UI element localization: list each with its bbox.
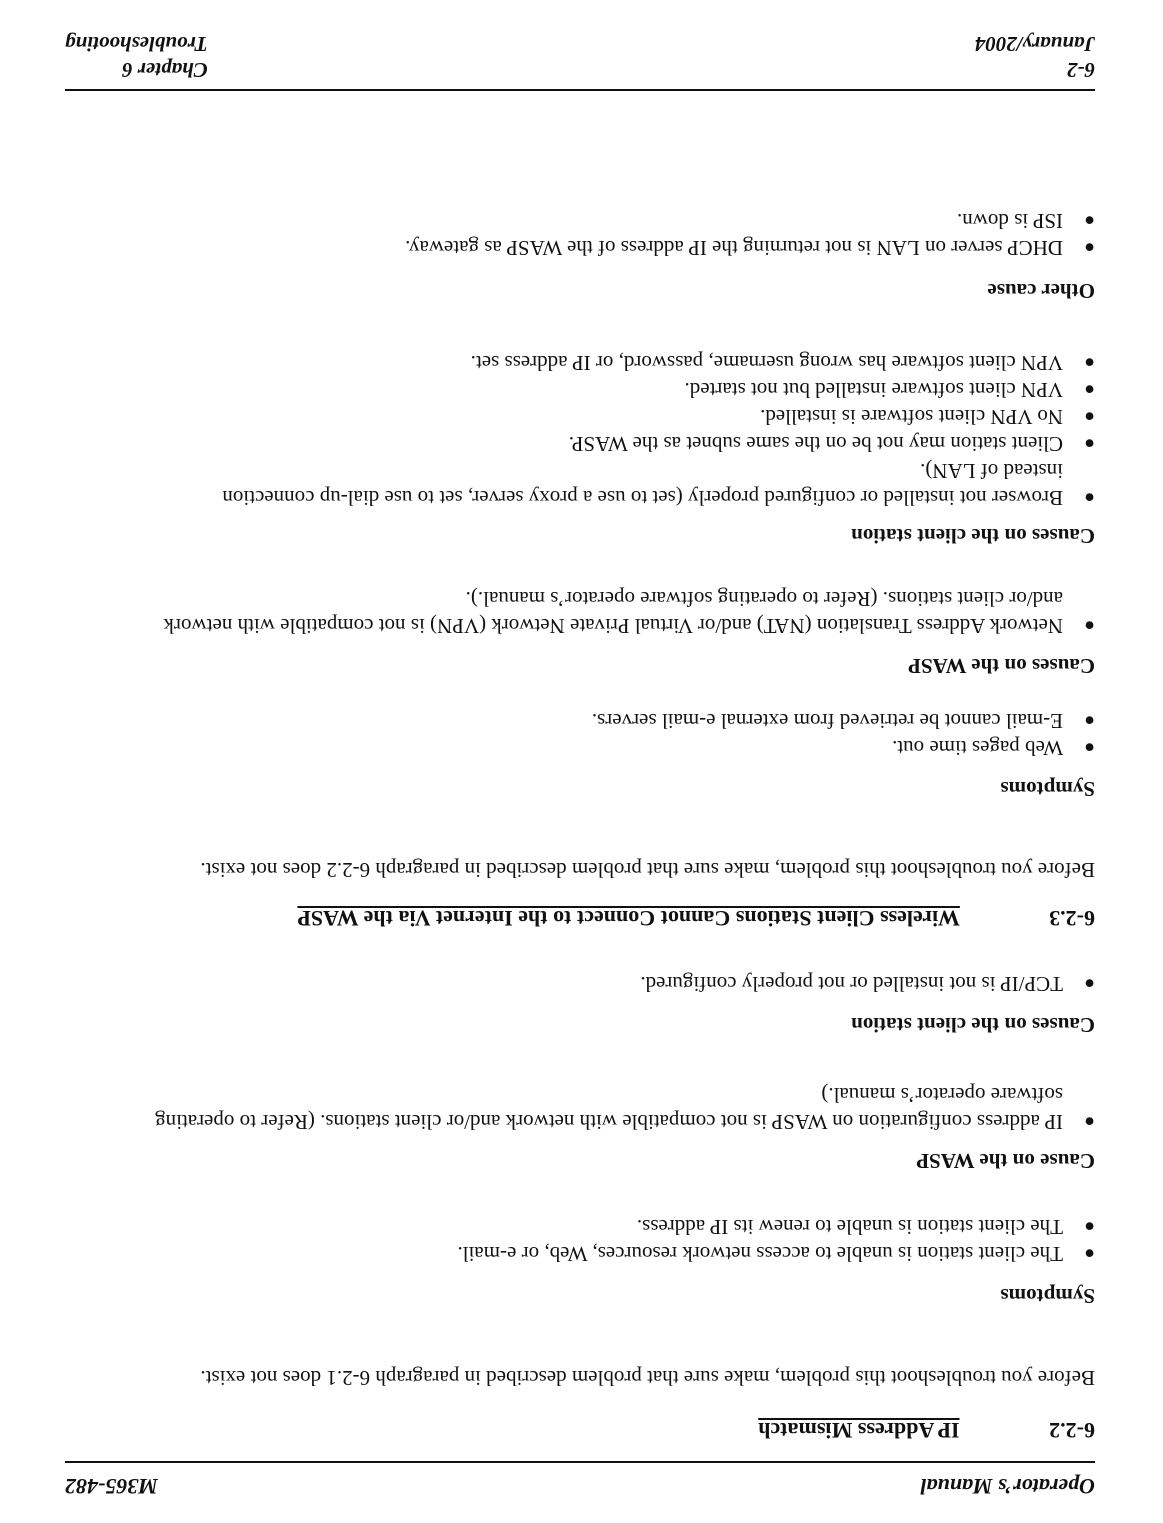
section-number: 6-2.2 — [1049, 1418, 1095, 1443]
section-number: 6-2.3 — [1049, 906, 1095, 931]
group-heading: Causes on the WASP — [908, 654, 1095, 678]
list-item: ● TCP/IP is not installed or not properly configured. — [640, 972, 1095, 996]
list-item: ● Network Address Translation (NAT) and/or Virtual Private Network (VPN) is not compatible with network and/or client stations. (Refer to operating software operator’s manual.). — [163, 587, 1095, 638]
section-title: Wireless Client Stations Cannot Connect to the Internet Via the WASP — [297, 906, 960, 931]
group-heading: Symptoms — [1000, 777, 1095, 801]
bullet-icon: ● — [1084, 407, 1095, 427]
footer-left — [975, 31, 1095, 83]
bullet-icon: ● — [1084, 488, 1095, 508]
list-item: ● The client station is unable to access network resources, Web, or e-mail. — [457, 1242, 1095, 1266]
list-item: ● Browser not installed or configured properly (set to use a proxy server, set to use dial-up connection instead of LAN). — [222, 459, 1095, 510]
bullet-icon: ● — [1084, 380, 1095, 400]
page-number: 6-2 — [1067, 58, 1095, 82]
bullet-icon: ● — [1084, 353, 1095, 373]
bullet-list — [95, 707, 1095, 761]
bullet-icon: ● — [1084, 616, 1095, 636]
bullet-list — [95, 1213, 1095, 1267]
list-item: ● VPN client software has wrong username, password, or IP address set. — [470, 351, 1095, 375]
bullet-icon: ● — [1084, 738, 1095, 758]
section-heading — [758, 1417, 1095, 1443]
bullet-icon: ● — [1084, 1244, 1095, 1264]
group-heading: Symptoms — [1000, 1284, 1095, 1308]
document-number: M365-482 — [65, 1474, 158, 1499]
list-item: ● IP address configuration on WASP is not compatible with network and/or client stations. (Refer to operating software operator’s manual.) — [155, 1083, 1095, 1134]
chapter-title: Troubleshooting — [65, 32, 208, 56]
list-item: ● Client station may not be on the same subnet as the WASP. — [568, 432, 1095, 456]
list-item: ● No VPN client software is installed. — [760, 405, 1095, 429]
bullet-list — [175, 349, 1095, 511]
chapter-number: Chapter 6 — [122, 58, 208, 82]
manual-title: Operator’s Manual — [920, 1474, 1095, 1499]
running-footer — [65, 27, 1095, 91]
section-intro: Before you troubleshoot this problem, make sure that problem described in paragraph 6-2.2 does not exist. — [200, 858, 1095, 882]
list-item: ● The client station is unable to renew its IP address. — [636, 1215, 1095, 1239]
bullet-icon: ● — [1084, 974, 1095, 994]
bullet-list — [125, 585, 1095, 639]
bullet-icon: ● — [1084, 434, 1095, 454]
list-item: ● Web pages time out. — [892, 736, 1095, 760]
bullet-list — [95, 970, 1095, 997]
list-item: ● ISP is down. — [957, 209, 1095, 233]
section-intro: Before you troubleshoot this problem, make sure that problem described in paragraph 6-2.1 does not exist. — [200, 1366, 1095, 1390]
bullet-icon: ● — [1084, 211, 1095, 231]
list-item: ● DHCP server on LAN is not returning the IP address of the WASP as gateway. — [405, 236, 1095, 260]
section-heading — [297, 905, 1095, 931]
group-heading: Other cause — [987, 279, 1095, 303]
group-heading: Cause on the WASP — [916, 1149, 1095, 1173]
list-item: ● E-mail cannot be retrieved from external e-mail servers. — [591, 709, 1095, 733]
group-heading: Causes on the client station — [851, 524, 1095, 548]
bullet-icon: ● — [1084, 1217, 1095, 1237]
bullet-icon: ● — [1084, 1112, 1095, 1132]
bullet-icon: ● — [1084, 238, 1095, 258]
running-header — [65, 1461, 1095, 1511]
bullet-list — [115, 1081, 1095, 1135]
bullet-list — [95, 207, 1095, 261]
section-title: IP Address Mismatch — [758, 1418, 960, 1443]
bullet-icon: ● — [1084, 711, 1095, 731]
group-heading: Causes on the client station — [851, 1013, 1095, 1037]
revision-date: January/2004 — [974, 32, 1095, 56]
footer-right — [65, 31, 208, 83]
list-item: ● VPN client software installed but not started. — [684, 378, 1095, 402]
